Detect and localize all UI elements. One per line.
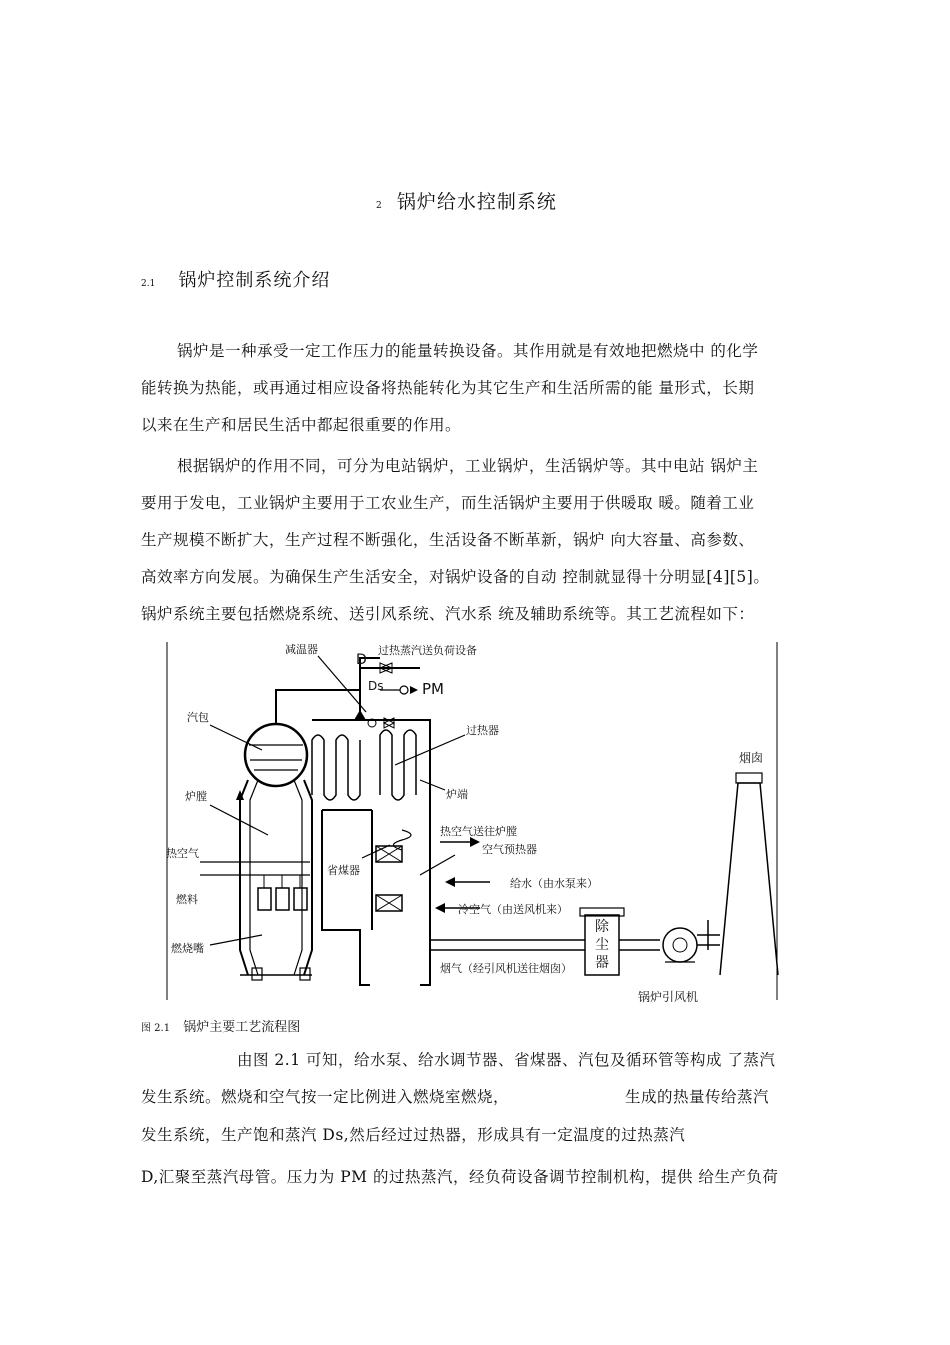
figure-caption-text: 锅炉主要工艺流程图 xyxy=(183,1020,301,1035)
label-D: D xyxy=(356,652,367,668)
text-line: 锅炉系统主要包括燃烧系统、送引风系统、汽水系 统及辅助系统等。其工艺流程如下： xyxy=(141,605,755,623)
figure-number: 图 2.1 xyxy=(141,1023,171,1034)
chapter-number: 2 xyxy=(376,201,382,211)
label-feedwater: 给水（由水泵来） xyxy=(510,877,598,890)
label-dust-remover: 除尘器 xyxy=(595,919,609,971)
figure-caption xyxy=(141,1016,300,1035)
text-line: 由图 2.1 可知，给水泵、给水调节器、省煤器、汽包及循环管等构成 了蒸汽 xyxy=(237,1051,776,1069)
text-line: 生成的热量传给蒸汽 xyxy=(625,1088,770,1106)
label-fuel: 燃料 xyxy=(176,893,198,906)
label-PM: PM xyxy=(422,680,444,698)
label-cold-air: 冷空气（由送风机来） xyxy=(458,903,568,916)
text-line: 根据锅炉的作用不同，可分为电站锅炉，工业锅炉，生活锅炉等。其中电站 锅炉主 xyxy=(177,457,759,475)
label-induced-fan: 锅炉引风机 xyxy=(638,990,699,1004)
section-number: 2.1 xyxy=(141,279,156,289)
text-line: 以来在生产和居民生活中都起很重要的作用。 xyxy=(141,416,462,434)
text-line: 能转换为热能，或再通过相应设备将热能转化为其它生产和生活所需的能 量形式，长期 xyxy=(141,379,755,397)
text-line: D,汇聚至蒸汽母管。压力为 PM 的过热蒸汽，经负荷设备调节控制机构，提供 给生产负荷 xyxy=(141,1168,779,1186)
label-superheater: 过热器 xyxy=(466,724,499,737)
label-drum: 汽包 xyxy=(187,711,209,724)
text-line: 锅炉是一种承受一定工作压力的能量转换设备。其作用就是有效地把燃烧中 的化学 xyxy=(177,342,759,360)
text-line: 发生系统。燃烧和空气按一定比例进入燃烧室燃烧， xyxy=(141,1088,510,1106)
label-Ds: Ds xyxy=(368,679,384,693)
label-hot-air: 热空气 xyxy=(166,847,199,860)
text-line: 生产规模不断扩大，生产过程不断强化，生活设备不断革新，锅炉 向大容量、高参数、 xyxy=(141,531,755,549)
label-economizer: 省煤器 xyxy=(327,864,360,877)
label-furnace-end: 炉端 xyxy=(446,788,468,801)
label-hot-air-to-furnace: 热空气送往炉膛 xyxy=(440,825,517,838)
text-line: 要用于发电，工业锅炉主要用于工农业生产，而生活锅炉主要用于供暖取 暖。随着工业 xyxy=(141,494,755,512)
label-desuperheater: 减温器 xyxy=(285,643,318,656)
text-line: 高效率方向发展。为确保生产生活安全，对锅炉设备的自动 控制就显得十分明显[4][5]。 xyxy=(141,568,770,586)
text-line: 发生系统，生产饱和蒸汽 Ds,然后经过过热器，形成具有一定温度的过热蒸汽 xyxy=(141,1126,686,1144)
label-burner: 燃烧嘴 xyxy=(171,942,204,955)
label-air-preheater: 空气预热器 xyxy=(482,843,537,856)
label-flue-gas: 烟气（经引风机送往烟囱） xyxy=(440,962,572,975)
section-title: 锅炉控制系统介绍 xyxy=(178,270,331,291)
label-superheated-to-load: 过热蒸汽送负荷设备 xyxy=(378,644,477,657)
label-chimney: 烟囱 xyxy=(739,751,764,765)
label-furnace: 炉膛 xyxy=(185,790,207,803)
chapter-title: 锅炉给水控制系统 xyxy=(396,191,557,213)
